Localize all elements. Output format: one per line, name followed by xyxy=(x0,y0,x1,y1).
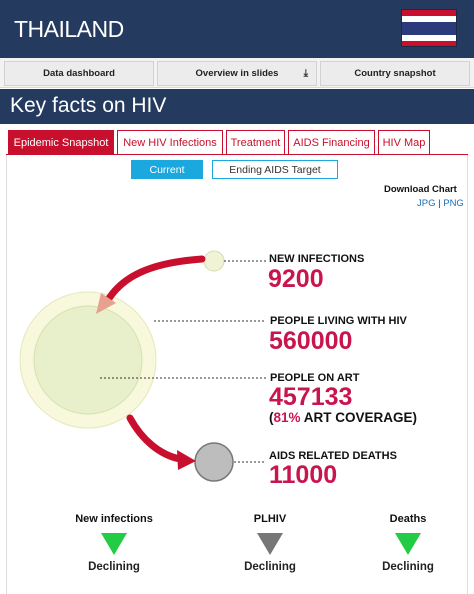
tab-label: New HIV Infections xyxy=(123,136,217,149)
trend-title: PLHIV xyxy=(253,513,287,525)
overview-slides-label: Overview in slides xyxy=(195,68,279,79)
tab-label: Treatment xyxy=(230,136,281,149)
tab-label: Epidemic Snapshot xyxy=(13,136,109,149)
trend-title: Deaths xyxy=(389,513,427,525)
art-coverage-percent: 81% xyxy=(273,410,301,425)
current-toggle-label: Current xyxy=(149,163,185,176)
trend-new-infections xyxy=(54,513,174,573)
on-art-label: PEOPLE ON ART xyxy=(270,372,360,384)
coverage-suffix: ART COVERAGE) xyxy=(300,410,418,425)
new-infections-value: 9200 xyxy=(268,265,324,293)
deaths-value: 11000 xyxy=(269,461,338,489)
new-infections-circle xyxy=(204,251,224,271)
declining-arrow-icon xyxy=(395,533,421,555)
download-png-link[interactable]: PNG xyxy=(443,198,464,209)
download-separator: | xyxy=(438,198,441,209)
trend-deaths xyxy=(348,513,468,573)
on-art-value: 457133 xyxy=(269,383,353,411)
country-title: THAILAND xyxy=(14,16,124,42)
download-chart-label: Download Chart xyxy=(384,184,457,195)
download-jpg-link[interactable]: JPG xyxy=(417,198,436,209)
section-title: Key facts on HIV xyxy=(10,94,167,117)
plhiv-label: PEOPLE LIVING WITH HIV xyxy=(270,315,407,327)
death-flow-arrow xyxy=(130,418,180,459)
tab-label: HIV Map xyxy=(382,136,426,149)
plhiv-circle xyxy=(34,306,142,414)
trend-plhiv xyxy=(210,513,330,573)
declining-arrow-icon xyxy=(257,533,283,555)
plhiv-value: 560000 xyxy=(269,327,353,355)
declining-arrow-icon xyxy=(101,533,127,555)
tab-label: AIDS Financing xyxy=(293,136,370,149)
new-infections-label: NEW INFECTIONS xyxy=(269,253,365,265)
download-icon: ⤓ xyxy=(303,68,308,79)
infection-flow-arrow xyxy=(108,259,202,300)
death-arrow-head-icon xyxy=(177,450,196,470)
ending-aids-target-label: Ending AIDS Target xyxy=(229,163,321,176)
trend-status: Declining xyxy=(382,561,434,573)
coverage-paren: ( xyxy=(269,410,274,425)
trend-status: Declining xyxy=(244,561,296,573)
trend-status: Declining xyxy=(88,561,140,573)
trend-title: New infections xyxy=(75,513,153,525)
country-snapshot-label: Country snapshot xyxy=(354,68,436,79)
data-dashboard-label: Data dashboard xyxy=(43,68,115,79)
deaths-circle xyxy=(195,443,233,481)
art-coverage-text xyxy=(269,410,417,425)
deaths-label: AIDS RELATED DEATHS xyxy=(269,450,397,462)
